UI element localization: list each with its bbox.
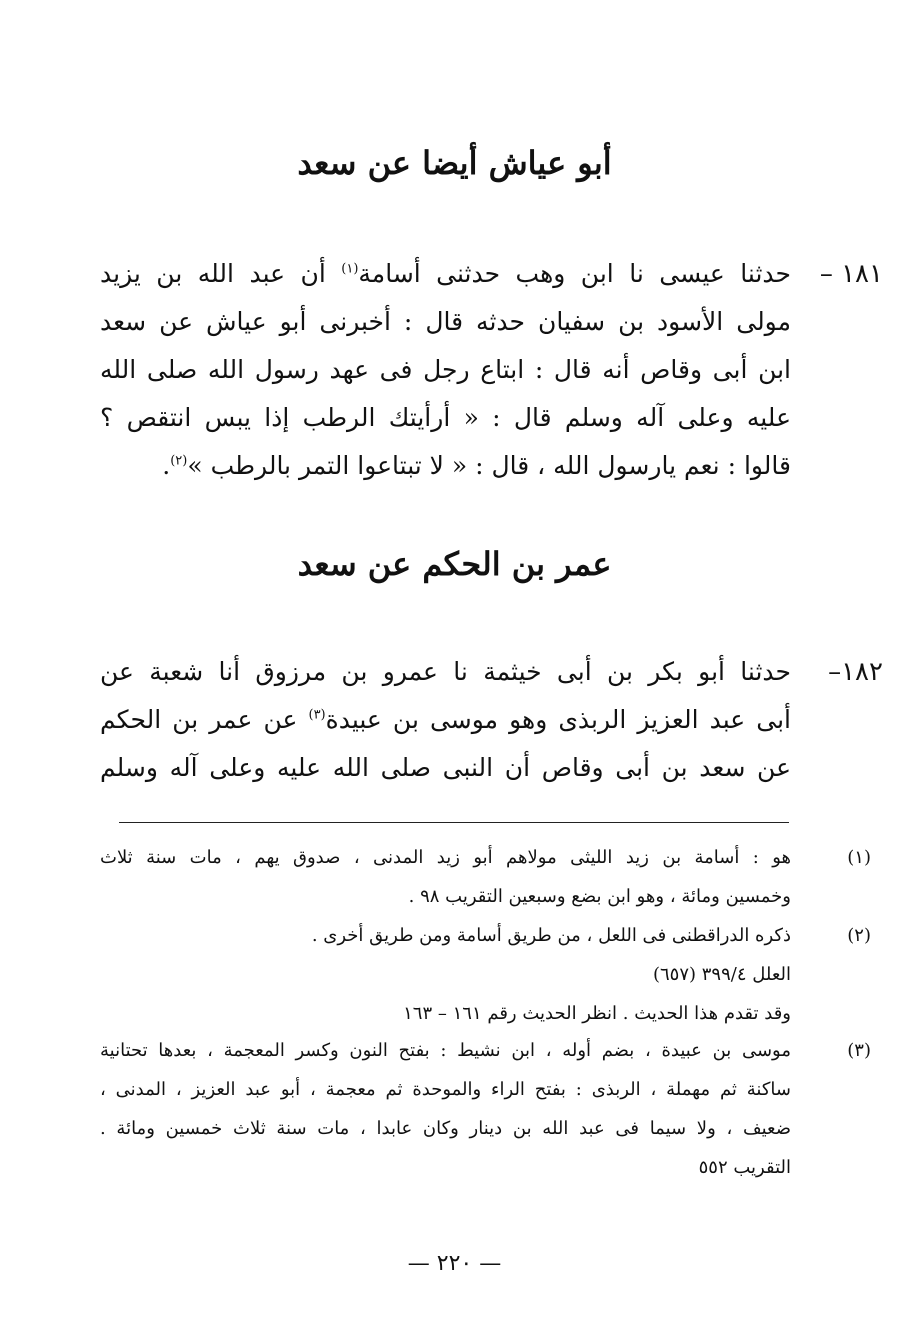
footnote-ref[interactable]: (٣) <box>308 707 326 723</box>
footnote-text: وقد تقدم هذا الحديث . <box>622 1003 791 1024</box>
footnote-line: وخمسين ومائة ، وهو ابن بضع وسبعين التقريب ٩٨ . <box>408 886 791 907</box>
footnote-line: ساكنة ثم مهملة ، الربذى : بفتح الراء والموحدة ثم معجمة ، أبو عبد العزيز ، المدنى ، <box>100 1079 791 1100</box>
hadith-entry-182 <box>100 648 883 792</box>
footnote-ref[interactable]: (٢) <box>170 453 188 469</box>
footnote-line: موسى بن عبيدة ، بضم أوله ، ابن نشيط : بفتح النون وكسر المعجمة ، بعدها تحتانية <box>100 1040 791 1061</box>
section-heading-abu-ayyash: أبو عياش أيضا عن سعد <box>297 144 612 182</box>
footnote-line: هو : أسامة بن زيد الليثى مولاهم أبو زيد المدنى ، صدوق يهم ، مات سنة ثلاث <box>100 847 791 868</box>
hadith-line: عن سعد بن أبى وقاص أن النبى صلى الله عليه وعلى آله وسلم <box>100 753 791 782</box>
footnote-1 <box>100 838 871 916</box>
hadith-text: أن عبد الله بن يزيد <box>100 259 326 288</box>
footnote-line: ضعيف ، ولا سيما فى عبد الله بن دينار وكان عابدا ، مات سنة ثلاث خمسين ومائة . <box>100 1118 791 1139</box>
footnote-2 <box>100 916 871 1033</box>
hadith-text: قالوا : نعم يارسول الله ، قال : « لا تبتاعوا التمر بالرطب » <box>187 451 791 480</box>
footnote-line: العلل ٣٩٩/٤ (٦٥٧) <box>652 964 791 985</box>
footnote-ref[interactable]: (١) <box>341 261 359 277</box>
hadith-text: عن عمر بن الحكم <box>100 705 298 734</box>
hadith-line <box>100 696 791 744</box>
footnote-label: (١) <box>847 847 871 868</box>
hadith-number: ١٨٢– <box>828 657 883 687</box>
hadith-line <box>100 250 791 298</box>
footnote-line: التقريب ٥٥٢ <box>698 1157 791 1178</box>
end-punctuation: . <box>162 451 171 480</box>
hadith-text: أبى عبد العزيز الربذى وهو موسى بن عبيدة <box>325 705 791 734</box>
hadith-line: عليه وعلى آله وسلم قال : « أرأيتك الرطب إذا يبس انتقص ؟ <box>100 403 791 432</box>
footnote-cross-reference: انظر الحديث رقم ١٦١ – ١٦٣ <box>403 1003 618 1024</box>
hadith-line: ابن أبى وقاص أنه قال : ابتاع رجل فى عهد رسول الله صلى الله <box>100 355 791 384</box>
hadith-line: مولى الأسود بن سفيان حدثه قال : أخبرنى أبو عياش عن سعد <box>100 307 791 336</box>
hadith-line <box>100 442 791 490</box>
hadith-entry-181 <box>100 250 883 490</box>
page-number: — ٢٢٠ — <box>407 1251 502 1276</box>
section-heading-umar-ibn-alhakam: عمر بن الحكم عن سعد <box>297 545 612 583</box>
footnote-line <box>100 994 791 1033</box>
hadith-number: ١٨١ – <box>819 259 883 289</box>
hadith-line: حدثنا أبو بكر بن أبى خيثمة نا عمرو بن مرزوق أنا شعبة عن <box>100 657 791 686</box>
footnote-label: (٣) <box>847 1040 871 1061</box>
footnote-3 <box>100 1031 871 1187</box>
footnote-label: (٢) <box>847 925 871 946</box>
hadith-text: حدثنا عيسى نا ابن وهب حدثنى أسامة <box>358 259 791 288</box>
footnote-line: ذكره الدراقطنى فى اللعل ، من طريق أسامة ومن طريق أخرى . <box>311 925 791 946</box>
footnote-separator <box>119 822 789 823</box>
